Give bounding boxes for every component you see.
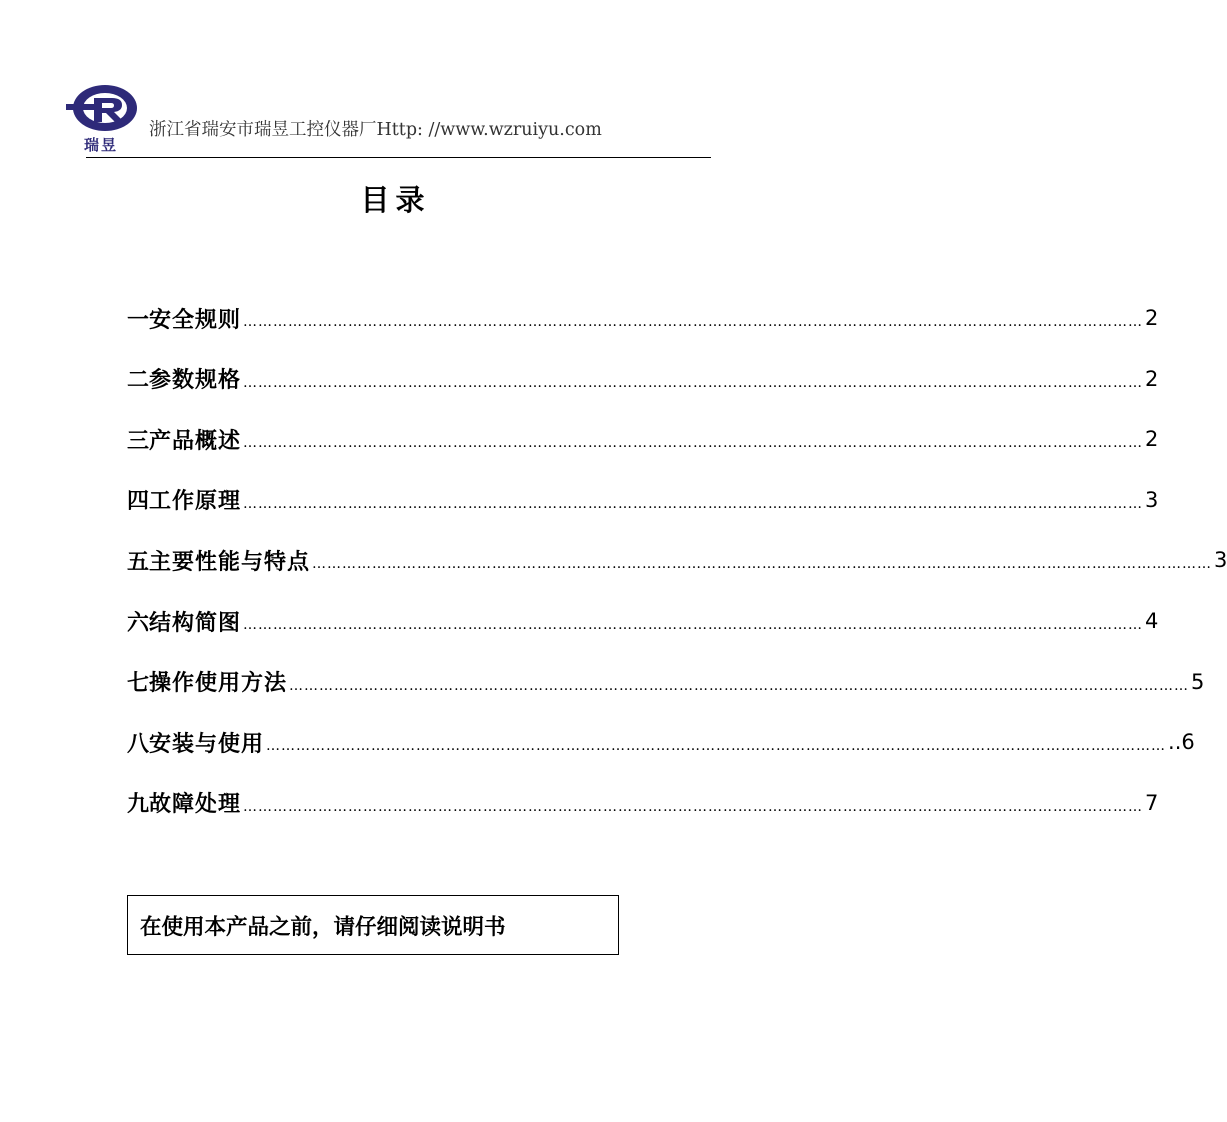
toc-entry[interactable] bbox=[127, 478, 1159, 522]
toc-entry-page: 3 bbox=[1214, 548, 1227, 573]
toc-dot-leader: ……………………………………………………………………………………………………………………………………………………………… bbox=[243, 374, 1144, 391]
toc-entry-number: 四 bbox=[127, 489, 150, 515]
toc-entry[interactable] bbox=[127, 538, 1227, 582]
toc-entry[interactable] bbox=[127, 357, 1159, 401]
toc-entry-title: 安全规则 bbox=[149, 307, 242, 333]
header-divider bbox=[86, 157, 711, 158]
notice-box: 在使用本产品之前，请仔细阅读说明书 bbox=[127, 895, 619, 955]
r-logo-icon bbox=[66, 84, 140, 136]
toc-dot-leader: ……………………………………………………………………………………………………………………………………………………………… bbox=[243, 314, 1144, 330]
toc-entry-title: 故障处理 bbox=[149, 792, 242, 818]
toc-entry-page: 5 bbox=[1191, 669, 1205, 694]
page-header bbox=[66, 84, 711, 160]
toc-entry-title: 参数规格 bbox=[149, 368, 242, 394]
toc-entry-number: 三 bbox=[127, 428, 150, 454]
toc-entry-title: 安装与使用 bbox=[149, 731, 265, 757]
toc-entry-number: 一 bbox=[127, 307, 150, 333]
toc-entry[interactable] bbox=[127, 781, 1159, 825]
header-company-url: 浙江省瑞安市瑞昱工控仪器厂Http: //www.wzruiyu.com bbox=[149, 120, 602, 140]
toc-entry-number: 九 bbox=[127, 792, 150, 818]
toc-entry-title: 主要性能与特点 bbox=[149, 549, 311, 575]
toc-dot-leader: ……………………………………………………………………………………………………………………………………………………………… bbox=[243, 617, 1144, 633]
toc-entry-page: 4 bbox=[1145, 609, 1159, 633]
toc-dot-leader: ……………………………………………………………………………………………………………………………………………………………… bbox=[243, 435, 1144, 452]
toc-entry[interactable] bbox=[127, 417, 1159, 461]
toc-entry[interactable] bbox=[127, 599, 1159, 643]
toc-entry-page: 2 bbox=[1145, 366, 1159, 391]
toc-entry-page: 2 bbox=[1145, 427, 1159, 452]
toc-entry[interactable] bbox=[127, 296, 1159, 340]
logo-text: 瑞昱 bbox=[84, 136, 119, 154]
toc-dot-leader: ……………………………………………………………………………………………………………………………………………………………… bbox=[243, 495, 1144, 512]
toc-entry-page: 7 bbox=[1145, 790, 1159, 815]
toc-entry-page: 2 bbox=[1145, 306, 1159, 330]
toc-dot-leader: ……………………………………………………………………………………………………………………………………………………………… bbox=[266, 738, 1167, 755]
toc-entry-title: 产品概述 bbox=[149, 428, 242, 454]
toc-dot-leader: ……………………………………………………………………………………………………………………………………………………………… bbox=[312, 556, 1213, 573]
toc-entry-number: 七 bbox=[127, 671, 150, 697]
toc-entry-title: 工作原理 bbox=[149, 489, 242, 515]
toc-entry-page: 3 bbox=[1145, 487, 1159, 512]
toc-entry-number: 六 bbox=[127, 610, 150, 636]
toc-entry[interactable] bbox=[127, 660, 1205, 704]
toc-entry-title: 结构简图 bbox=[149, 610, 242, 636]
toc-entry-number: 八 bbox=[127, 731, 150, 757]
toc-entry-page: ..6 bbox=[1168, 730, 1195, 755]
toc-dot-leader: ……………………………………………………………………………………………………………………………………………………………… bbox=[289, 677, 1190, 694]
toc-entry[interactable] bbox=[127, 720, 1195, 764]
company-logo bbox=[66, 84, 140, 152]
toc-entry-number: 五 bbox=[127, 549, 150, 575]
toc-entry-number: 二 bbox=[127, 368, 150, 394]
page-title: 目录 bbox=[360, 183, 431, 217]
toc-dot-leader: ……………………………………………………………………………………………………………………………………………………………… bbox=[243, 798, 1144, 815]
toc-entry-title: 操作使用方法 bbox=[149, 671, 288, 697]
